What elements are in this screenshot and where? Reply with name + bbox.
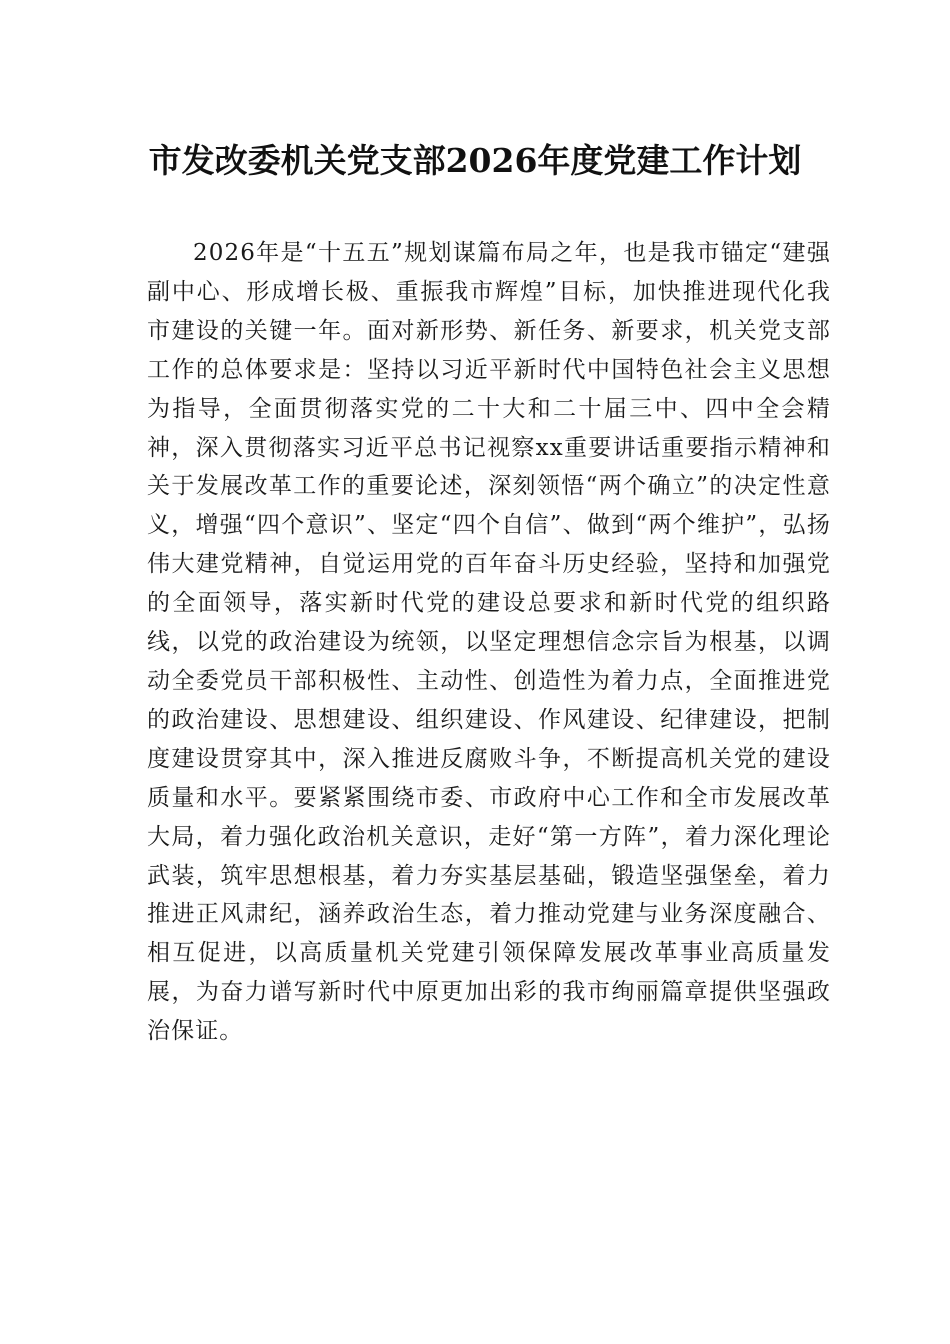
body-paragraph: 2026年是“十五五”规划谋篇布局之年，也是我市锚定“建强副中心、形成增长极、重振我市辉煌”目标，加快推进现代化我市建设的关键一年。面对新形势、新任务、新要求，机关党支部工作的总体要求是：坚持以习近平新时代中国特色社会主义思想为指导，全面贯彻落实党的二十大和二十届三中、四中全会精神，深入贯彻落实习近平总书记视察xx重要讲话重要指示精神和关于发展改革工作的重要论述，深刻领悟“两个确立”的决定性意义，增强“四个意识”、坚定“四个自信”、做到“两个维护”，弘扬伟大建党精神，自觉运用党的百年奋斗历史经验，坚持和加强党的全面领导，落实新时代党的建设总要求和新时代党的组织路线，以党的政治建设为统领，以坚定理想信念宗旨为根基，以调动全委党员干部积极性、主动性、创造性为着力点，全面推进党的政治建设、思想建设、组织建设、作风建设、纪律建设，把制度建设贯穿其中，深入推进反腐败斗争，不断提高机关党的建设质量和水平。要紧紧围绕市委、市政府中心工作和全市发展改革大局，着力强化政治机关意识，走好“第一方阵”，着力深化理论武装，筑牢思想根基，着力夯实基层基础，锻造坚强堡垒，着力推进正风肃纪，涵养政治生态，着力推动党建与业务深度融合、相互促进，以高质量机关党建引领保障发展改革事业高质量发展，为奋力谱写新时代中原更加出彩的我市绚丽篇章提供坚强政治保证。 bbox=[147, 240, 831, 1045]
document-title: 市发改委机关党支部2026年度党建工作计划 bbox=[148, 141, 802, 180]
